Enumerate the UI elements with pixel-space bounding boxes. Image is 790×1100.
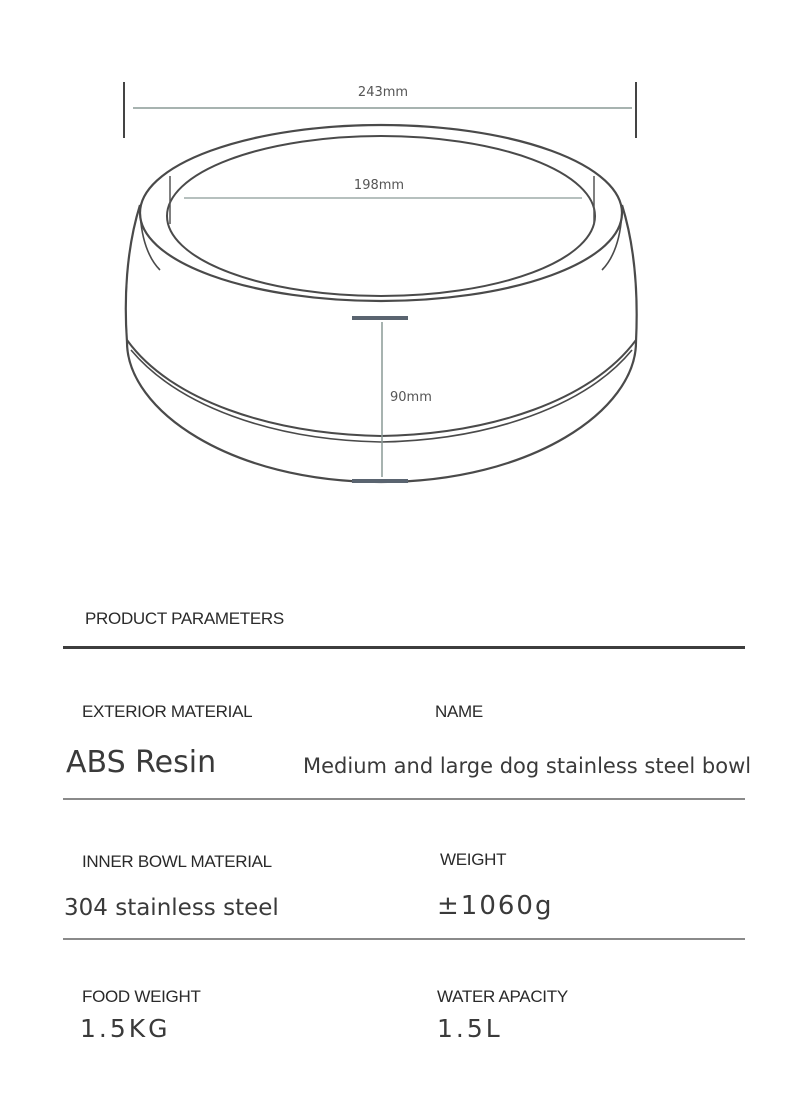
inner-bowl-material-value: 304 stainless steel [64, 895, 279, 921]
food-weight-label: FOOD WEIGHT [82, 987, 201, 1006]
outer-diameter-dimension [124, 82, 636, 138]
inner-diameter-label: 198mm [353, 178, 405, 193]
row-divider [63, 938, 745, 940]
exterior-material-value: ABS Resin [66, 745, 217, 780]
name-value: Medium and large dog stainless steel bowl [303, 754, 752, 778]
inner-bowl-material-label: INNER BOWL MATERIAL [82, 852, 272, 871]
outer-diameter-label: 243mm [357, 85, 409, 100]
weight-label: WEIGHT [440, 850, 507, 869]
exterior-material-label: EXTERIOR MATERIAL [82, 702, 253, 721]
section-divider [63, 646, 745, 649]
row-divider [63, 798, 745, 800]
name-label: NAME [435, 702, 483, 721]
section-title: PRODUCT PARAMETERS [85, 609, 284, 628]
height-label: 90mm [390, 390, 432, 405]
weight-value: ±1060g [437, 891, 554, 921]
food-weight-value: 1.5KG [80, 1014, 171, 1043]
water-capacity-label: WATER APACITY [437, 987, 568, 1006]
inner-diameter-dimension [170, 176, 594, 224]
height-dimension [352, 316, 432, 483]
water-capacity-value: 1.5L [437, 1014, 503, 1043]
